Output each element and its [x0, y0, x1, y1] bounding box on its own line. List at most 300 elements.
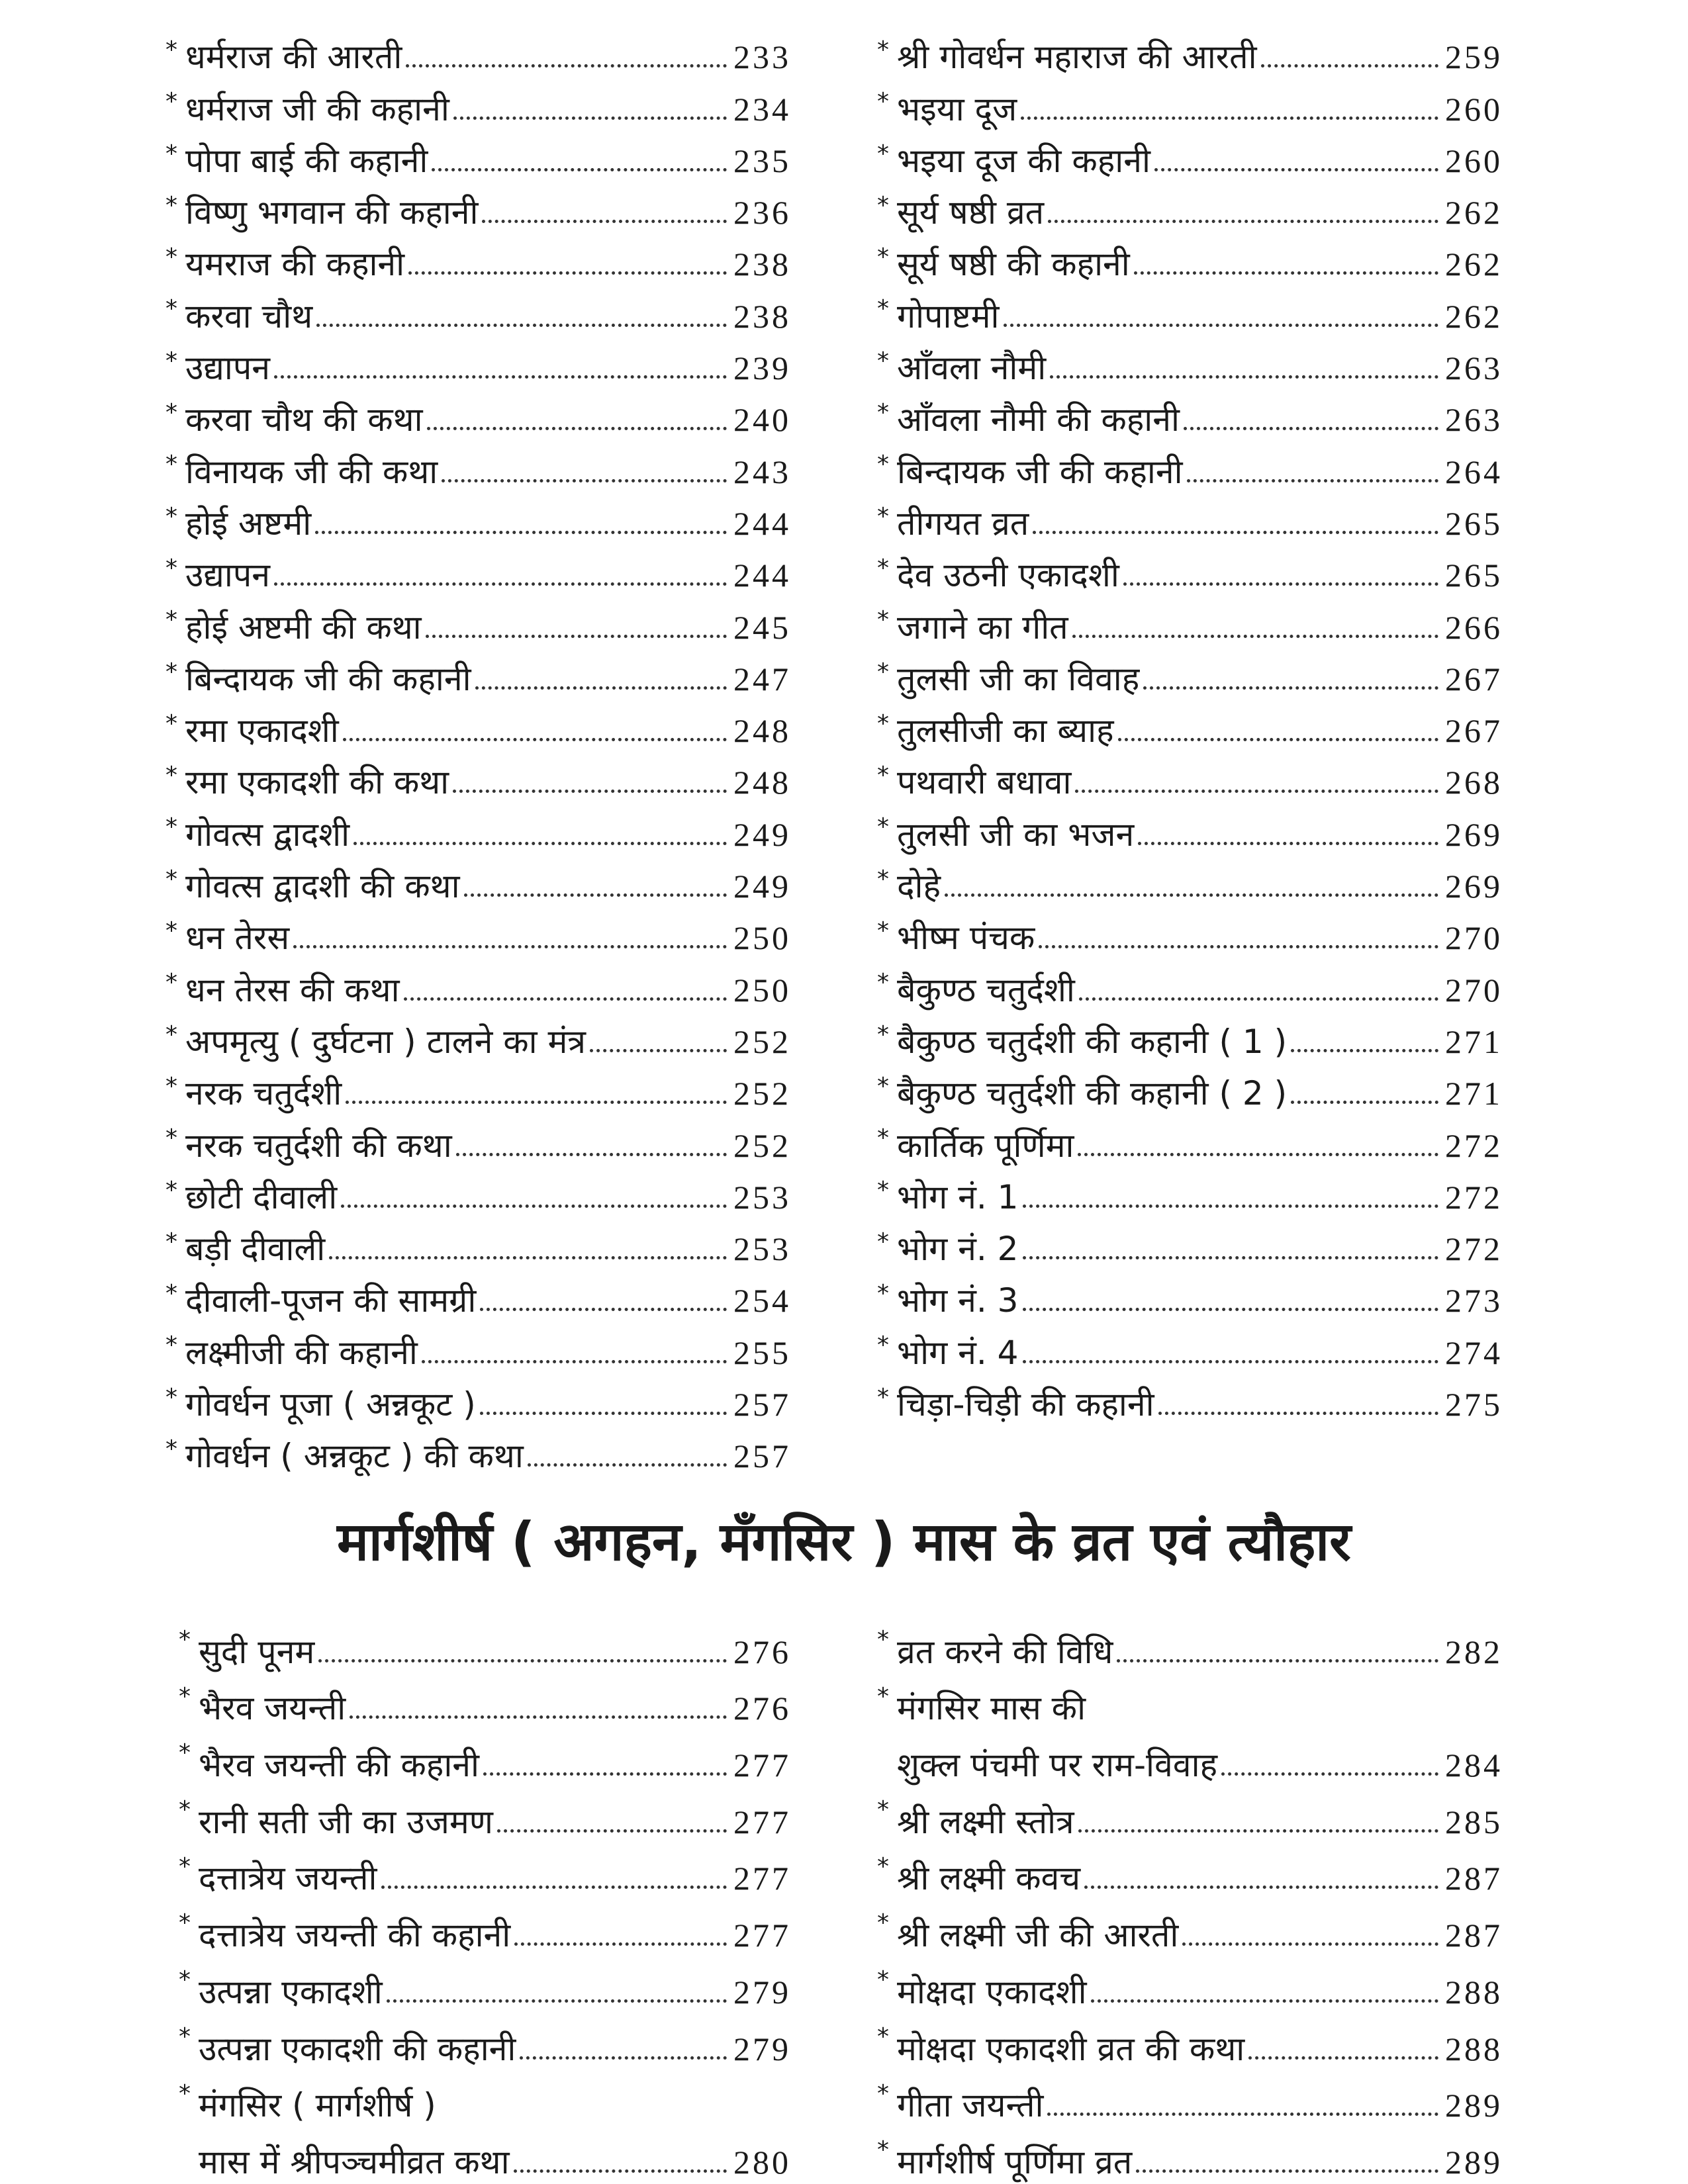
entry-title: दीवाली-पूजन की सामग्री [185, 1281, 477, 1320]
dot-leader [1084, 1886, 1438, 1889]
toc-entry [877, 2125, 1503, 2182]
dot-leader [387, 1999, 727, 2003]
toc-entry [179, 1615, 791, 1672]
entry-title: सुदी पूनम [199, 1632, 315, 1671]
toc-entry [165, 1217, 791, 1269]
asterisk-marker: * [877, 606, 889, 634]
asterisk-marker: * [877, 1176, 889, 1204]
toc-entry [877, 2069, 1503, 2126]
page-number: 271 [1445, 1023, 1503, 1060]
toc-entry [165, 1424, 791, 1476]
dot-leader [1075, 790, 1438, 793]
dot-leader [1221, 1772, 1438, 1776]
page-number: 244 [733, 557, 791, 594]
dot-leader [1291, 1049, 1438, 1052]
dot-leader [404, 997, 727, 1001]
asterisk-marker: * [877, 1383, 889, 1411]
page-number: 236 [733, 194, 791, 232]
page-number: 265 [1445, 557, 1503, 594]
toc-entry [165, 543, 791, 595]
toc-entry [877, 958, 1503, 1009]
toc-entry [877, 854, 1503, 906]
entry-title: विनायक जी की कथा [185, 452, 438, 491]
toc-entry [877, 1113, 1503, 1165]
dot-leader [1033, 531, 1438, 534]
toc-entry [165, 1010, 791, 1062]
dot-leader [480, 1308, 727, 1311]
asterisk-marker: * [165, 1435, 177, 1463]
asterisk-marker: * [165, 554, 177, 582]
toc-entry [877, 1062, 1503, 1113]
toc-entry [179, 1898, 791, 1955]
toc-entry [877, 1373, 1503, 1424]
entry-title: तुलसी जी का भजन [897, 815, 1135, 854]
page-number: 235 [733, 142, 791, 179]
dot-leader [329, 1256, 727, 1259]
asterisk-marker: * [877, 36, 889, 64]
page-number: 274 [1445, 1334, 1503, 1371]
toc-entry [877, 699, 1503, 751]
page-number: 263 [1445, 401, 1503, 439]
entry-title: बिन्दायक जी की कहानी [897, 452, 1183, 491]
asterisk-marker: * [165, 1176, 177, 1204]
toc-column-top-left [165, 25, 791, 1476]
page-number: 243 [733, 453, 791, 490]
entry-title: भोग नं. 2 [897, 1230, 1019, 1269]
entry-title: गोवर्धन ( अन्नकूट ) की कथा [185, 1437, 524, 1476]
page-number: 277 [733, 1803, 791, 1841]
dot-leader [1039, 945, 1438, 948]
page-number: 262 [1445, 246, 1503, 283]
asterisk-marker: * [877, 295, 889, 323]
page-number: 262 [1445, 297, 1503, 335]
dot-leader [1072, 635, 1438, 638]
toc-entry [165, 77, 791, 128]
toc-entry [877, 1010, 1503, 1062]
entry-title: होई अष्टमी [185, 504, 312, 543]
dot-leader [1023, 1205, 1439, 1208]
dot-leader [442, 479, 727, 482]
toc-entry [877, 336, 1503, 388]
entry-title: यमराज की कहानी [185, 245, 405, 284]
dot-leader [1184, 427, 1438, 430]
toc-entry [877, 1955, 1503, 2012]
page-number: 279 [733, 1973, 791, 2011]
page-number: 267 [1445, 660, 1503, 698]
entry-title: रानी सती जी का उजमण [199, 1802, 493, 1841]
toc-entry [165, 699, 791, 751]
asterisk-marker: * [179, 1796, 191, 1824]
dot-leader [456, 1153, 727, 1156]
toc-entry [165, 388, 791, 439]
asterisk-marker: * [165, 1021, 177, 1048]
dot-leader [1187, 479, 1438, 482]
dot-leader [1118, 738, 1438, 741]
dot-leader [514, 1942, 727, 1946]
asterisk-marker: * [877, 1626, 889, 1653]
toc-entry [877, 2012, 1503, 2069]
page-number: 252 [733, 1126, 791, 1164]
asterisk-marker: * [179, 1966, 191, 1994]
entry-title: सूर्य षष्ठी व्रत [897, 193, 1045, 232]
asterisk-marker: * [165, 917, 177, 945]
page-number: 280 [733, 2143, 791, 2181]
toc-entry [165, 1165, 791, 1217]
asterisk-marker: * [877, 1021, 889, 1048]
toc-entry [165, 25, 791, 77]
entry-title: बैकुण्ठ चतुर्दशी की कहानी ( 2 ) [897, 1074, 1288, 1113]
asterisk-marker: * [877, 399, 889, 427]
dot-leader [1123, 582, 1438, 586]
dot-leader [427, 427, 727, 430]
page-number: 270 [1445, 919, 1503, 957]
page-number: 253 [733, 1178, 791, 1216]
dot-leader [520, 2056, 727, 2060]
asterisk-marker: * [877, 502, 889, 530]
page-number: 271 [1445, 1075, 1503, 1113]
page-number: 289 [1445, 2087, 1503, 2124]
toc-entry [877, 906, 1503, 958]
page-number: 269 [1445, 868, 1503, 905]
asterisk-marker: * [877, 1124, 889, 1152]
asterisk-marker: * [877, 2079, 889, 2107]
page-number: 252 [733, 1075, 791, 1113]
entry-title: धर्मराज जी की कहानी [185, 89, 449, 128]
page-number: 288 [1445, 2030, 1503, 2068]
entry-title: दत्तात्रेय जयन्ती [199, 1859, 377, 1898]
asterisk-marker: * [877, 1280, 889, 1308]
page-number: 269 [1445, 815, 1503, 853]
toc-entry [165, 1113, 791, 1165]
entry-title: तुलसीजी का ब्याह [897, 711, 1114, 751]
entry-title: श्री लक्ष्मी कवच [897, 1859, 1081, 1898]
entry-title: छोटी दीवाली [185, 1177, 338, 1216]
page-number: 287 [1445, 1917, 1503, 1954]
page-number: 257 [733, 1437, 791, 1475]
entry-title: श्री लक्ष्मी जी की आरती [897, 1916, 1179, 1955]
asterisk-marker: * [165, 399, 177, 427]
asterisk-marker: * [165, 191, 177, 219]
toc-entry [877, 1217, 1503, 1269]
asterisk-marker: * [877, 762, 889, 790]
toc-entry [179, 2125, 791, 2182]
dot-leader [341, 1205, 727, 1208]
toc-entry [877, 77, 1503, 128]
asterisk-marker: * [877, 1228, 889, 1255]
toc-entry [165, 181, 791, 232]
dot-leader [318, 1659, 727, 1662]
dot-leader [483, 1772, 727, 1776]
entry-title: बैकुण्ठ चतुर्दशी की कहानी ( 1 ) [897, 1022, 1288, 1061]
asterisk-marker: * [165, 1124, 177, 1152]
entry-title-line1: मंगसिर ( मार्गशीर्ष ) [199, 2086, 436, 2125]
dot-leader [274, 375, 727, 379]
toc-entry [877, 1269, 1503, 1320]
toc-entry [179, 1955, 791, 2012]
entry-title: पथवारी बधावा [897, 763, 1072, 802]
dot-leader [1004, 324, 1439, 327]
page-number: 254 [733, 1282, 791, 1320]
toc-entry [179, 1842, 791, 1899]
toc-entry [179, 1672, 791, 1729]
entry-title: धन तेरस की कथा [185, 970, 400, 1009]
entry-title: गोपाष्टमी [897, 296, 1000, 336]
toc-entry [877, 1785, 1503, 1842]
page-number: 260 [1445, 142, 1503, 179]
toc-entry [165, 129, 791, 181]
toc-entry [165, 802, 791, 854]
asterisk-marker: * [165, 658, 177, 686]
entry-title: शुक्ल पंचमी पर राम-विवाह [897, 1746, 1218, 1785]
dot-leader [1091, 1999, 1438, 2003]
page-number: 250 [733, 919, 791, 957]
page-number: 262 [1445, 194, 1503, 232]
asterisk-marker: * [165, 709, 177, 737]
entry-title: तुलसी जी का विवाह [897, 659, 1140, 698]
page-number: 240 [733, 401, 791, 439]
dot-leader [590, 1049, 727, 1052]
asterisk-marker: * [877, 554, 889, 582]
dot-leader [1078, 1153, 1438, 1156]
asterisk-marker: * [877, 969, 889, 997]
dot-leader [343, 738, 727, 741]
asterisk-marker: * [877, 1966, 889, 1994]
toc-entry [165, 647, 791, 699]
dot-leader [432, 168, 727, 171]
entry-title: मास में श्रीपञ्चमीव्रत कथा [199, 2142, 510, 2181]
asterisk-marker: * [165, 1280, 177, 1308]
entry-title: श्री गोवर्धन महाराज की आरती [897, 38, 1257, 77]
page-number: 245 [733, 608, 791, 646]
entry-title: आँवला नौमी की कहानी [897, 400, 1180, 439]
entry-title: भइया दूज [897, 89, 1017, 128]
entry-title: लक्ष्मीजी की कहानी [185, 1333, 418, 1372]
asterisk-marker: * [179, 1682, 191, 1710]
dot-leader [514, 2169, 727, 2173]
dot-leader [1248, 2056, 1438, 2060]
dot-leader [316, 324, 727, 327]
asterisk-marker: * [165, 762, 177, 790]
entry-title: भोग नं. 3 [897, 1281, 1019, 1320]
entry-title: रमा एकादशी [185, 711, 339, 751]
asterisk-marker: * [877, 813, 889, 841]
entry-title: धर्मराज की आरती [185, 38, 402, 77]
asterisk-marker: * [165, 865, 177, 893]
asterisk-marker: * [165, 502, 177, 530]
dot-leader [1117, 1659, 1438, 1662]
dot-leader [1050, 375, 1438, 379]
dot-leader [1143, 686, 1438, 690]
page-number: 234 [733, 90, 791, 128]
toc-entry [877, 751, 1503, 802]
entry-title-line1: मंगसिर मास की [897, 1689, 1086, 1728]
toc-entry [877, 1320, 1503, 1372]
entry-title: गोवत्स द्वादशी की कथा [185, 867, 460, 906]
page-number: 277 [733, 1917, 791, 1954]
entry-title: गोवर्धन पूजा ( अन्नकूट ) [185, 1385, 476, 1424]
toc-entry [877, 543, 1503, 595]
page-number: 279 [733, 2030, 791, 2068]
asterisk-marker: * [165, 88, 177, 116]
section-heading: मार्गशीर्ष ( अगहन, मँगसिर ) मास के व्रत एवं त्यौहार [337, 1511, 1351, 1572]
page-number: 239 [733, 349, 791, 387]
page-number: 268 [1445, 764, 1503, 801]
entry-title: श्री लक्ष्मी स्तोत्र [897, 1802, 1074, 1841]
asterisk-marker: * [165, 1228, 177, 1255]
dot-leader [315, 531, 727, 534]
toc-entry [877, 492, 1503, 543]
entry-title: भैरव जयन्ती की कहानी [199, 1746, 479, 1785]
toc-entry [165, 336, 791, 388]
page-number: 249 [733, 868, 791, 905]
page-number: 250 [733, 971, 791, 1009]
page-number: 277 [733, 1860, 791, 1897]
dot-leader [408, 271, 727, 275]
dot-leader [1023, 1360, 1439, 1363]
asterisk-marker: * [877, 709, 889, 737]
entry-title: मोक्षदा एकादशी व्रत की कथा [897, 2029, 1245, 2068]
toc-entry [165, 1062, 791, 1113]
toc-entry [165, 958, 791, 1009]
asterisk-marker: * [165, 813, 177, 841]
dot-leader [274, 582, 727, 586]
entry-title: उत्पन्ना एकादशी [199, 1972, 383, 2011]
entry-title: दोहे [897, 867, 941, 906]
entry-title: भोग नं. 4 [897, 1333, 1019, 1372]
page-number: 238 [733, 246, 791, 283]
asterisk-marker: * [179, 1739, 191, 1767]
dot-leader [1261, 64, 1438, 68]
dot-leader [1138, 842, 1438, 845]
entry-title: मार्गशीर्ष पूर्णिमा व्रत [897, 2142, 1133, 2181]
asterisk-marker: * [165, 36, 177, 64]
asterisk-marker: * [877, 658, 889, 686]
page-number: 285 [1445, 1803, 1503, 1841]
page-number: 267 [1445, 712, 1503, 750]
asterisk-marker: * [165, 140, 177, 167]
dot-leader [1158, 1412, 1438, 1415]
dot-leader [426, 635, 727, 638]
asterisk-marker: * [877, 1332, 889, 1359]
page-number: 266 [1445, 608, 1503, 646]
dot-leader [1048, 220, 1438, 223]
page-number: 272 [1445, 1126, 1503, 1164]
toc-column-top-right [877, 25, 1503, 1424]
entry-title: मोक्षदा एकादशी [897, 1972, 1087, 2011]
entry-title: करवा चौथ [185, 296, 313, 336]
asterisk-marker: * [877, 244, 889, 271]
entry-title: गीता जयन्ती [897, 2086, 1044, 2125]
asterisk-marker: * [877, 1852, 889, 1880]
dot-leader [350, 1715, 727, 1719]
dot-leader [1023, 1308, 1439, 1311]
dot-leader [1291, 1101, 1438, 1104]
entry-title: उद्यापन [185, 349, 270, 388]
entry-title: उत्पन्ना एकादशी की कहानी [199, 2029, 516, 2068]
entry-title: बड़ी दीवाली [185, 1230, 326, 1269]
toc-entry [877, 284, 1503, 336]
page-number: 273 [1445, 1282, 1503, 1320]
entry-title: गोवत्स द्वादशी [185, 815, 350, 854]
page-number: 265 [1445, 504, 1503, 542]
page-number: 270 [1445, 971, 1503, 1009]
entry-title: चिड़ा-चिड़ी की कहानी [897, 1385, 1154, 1424]
dot-leader [1154, 168, 1438, 171]
page-number: 238 [733, 297, 791, 335]
entry-title: भीष्म पंचक [897, 919, 1035, 958]
toc-entry [179, 1728, 791, 1785]
toc-entry [877, 1842, 1503, 1899]
page-number: 272 [1445, 1178, 1503, 1216]
toc-entry [165, 1269, 791, 1320]
toc-entry [165, 751, 791, 802]
page-number: 275 [1445, 1386, 1503, 1424]
toc-entry [877, 595, 1503, 647]
dot-leader [945, 893, 1438, 897]
asterisk-marker: * [877, 347, 889, 375]
page-number: 252 [733, 1023, 791, 1060]
asterisk-marker: * [179, 1909, 191, 1937]
asterisk-marker: * [179, 1852, 191, 1880]
toc-entry [877, 1615, 1503, 1672]
asterisk-marker: * [165, 1332, 177, 1359]
entry-title: कार्तिक पूर्णिमा [897, 1126, 1074, 1165]
toc-entry [165, 906, 791, 958]
toc-entry [877, 181, 1503, 232]
page-number: 233 [733, 38, 791, 76]
toc-entry [165, 232, 791, 284]
dot-leader [453, 116, 727, 120]
toc-entry [877, 1728, 1503, 1785]
page-number: 276 [733, 1633, 791, 1670]
dot-leader [1136, 2169, 1438, 2173]
asterisk-marker: * [877, 191, 889, 219]
entry-title: बैकुण्ठ चतुर्दशी [897, 970, 1075, 1009]
dot-leader [480, 1412, 727, 1415]
entry-title: भैरव जयन्ती [199, 1689, 346, 1728]
page-number: 276 [733, 1690, 791, 1727]
entry-title: अपमृत्यु ( दुर्घटना ) टालने का मंत्र [185, 1022, 586, 1061]
asterisk-marker: * [877, 917, 889, 945]
page-number: 259 [1445, 38, 1503, 76]
toc-entry [877, 232, 1503, 284]
toc-entry-first-line [877, 1672, 1503, 1729]
page-number: 248 [733, 764, 791, 801]
toc-entry [877, 439, 1503, 491]
asterisk-marker: * [877, 88, 889, 116]
toc-entry [877, 25, 1503, 77]
dot-leader [1134, 271, 1438, 275]
asterisk-marker: * [877, 865, 889, 893]
toc-entry [877, 129, 1503, 181]
page-number: 248 [733, 712, 791, 750]
asterisk-marker: * [877, 1909, 889, 1937]
entry-title: बिन्दायक जी की कहानी [185, 659, 471, 698]
entry-title: धन तेरस [185, 919, 290, 958]
toc-column-bottom-right [877, 1615, 1503, 2182]
toc-entry [877, 1165, 1503, 1217]
page-number: 288 [1445, 1973, 1503, 2011]
dot-leader [1182, 1942, 1438, 1946]
page-number: 287 [1445, 1860, 1503, 1897]
toc-entry [165, 492, 791, 543]
dot-leader [497, 1829, 727, 1833]
asterisk-marker: * [877, 1072, 889, 1100]
page-number: 255 [733, 1334, 791, 1371]
asterisk-marker: * [165, 451, 177, 478]
toc-entry [877, 1898, 1503, 1955]
dot-leader [422, 1360, 727, 1363]
